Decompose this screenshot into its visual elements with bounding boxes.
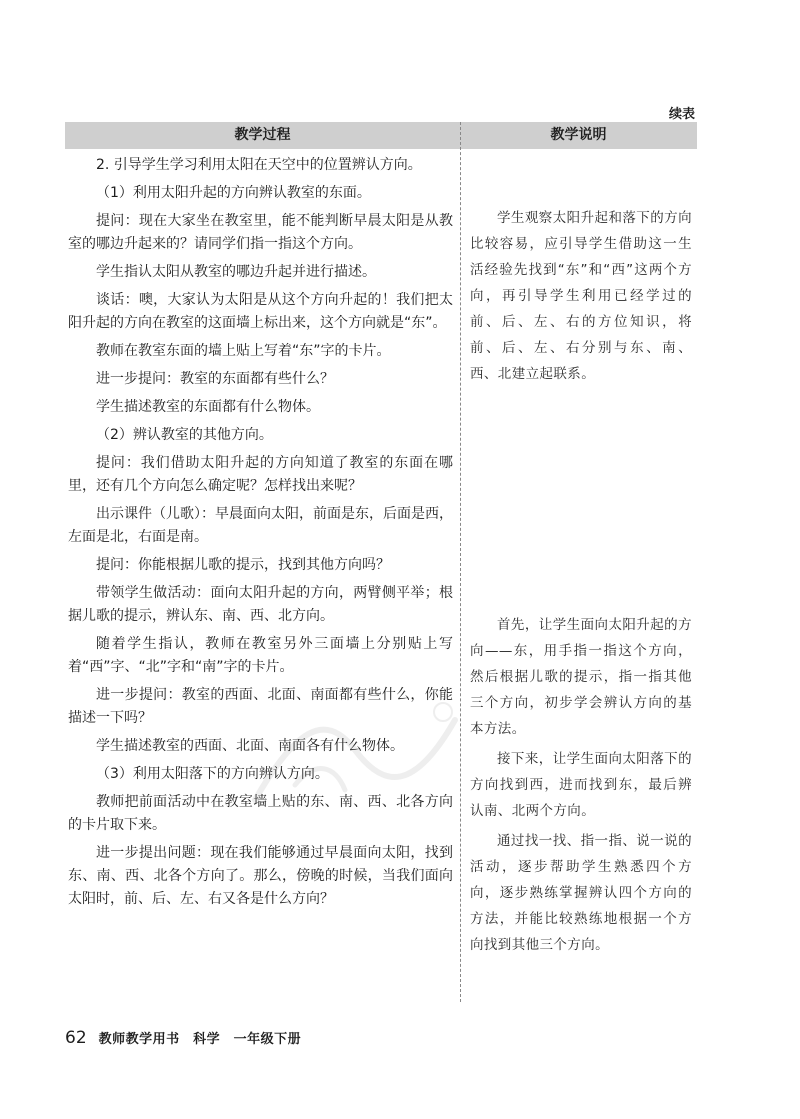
book-title: 教师教学用书 科学 一年级下册 xyxy=(98,1032,302,1047)
process-paragraph: 随着学生指认，教师在教室另外三面墙上分别贴上写着“西”字、“北”字和“南”字的卡片。 xyxy=(68,636,453,675)
process-paragraph: 进一步提问：教室的西面、北面、南面都有些什么，你能描述一下吗？ xyxy=(68,687,453,726)
table-header xyxy=(65,122,697,149)
teaching-notes-block-1 xyxy=(470,205,692,391)
continued-label: 续表 xyxy=(668,107,695,122)
teaching-notes-block-2 xyxy=(470,612,692,962)
process-paragraph: 谈话：噢，大家认为太阳是从这个方向升起的！我们把太阳升起的方向在教室的这面墙上标出来，这个方向就是“东”。 xyxy=(68,292,453,331)
process-paragraph: 学生指认太阳从教室的哪边升起并进行描述。 xyxy=(96,264,376,280)
note-paragraph: 学生观察太阳升起和落下的方向比较容易，应引导学生借助这一生活经验先找到“东”和“西”这两个方向，再引导学生利用已经学过的前、后、左、右的方位知识，将前、后、左、右分别与东、南、西、北建立起联系。 xyxy=(470,210,692,382)
process-paragraph: （1）利用太阳升起的方向辨认教室的东面。 xyxy=(96,185,371,201)
process-paragraph: 进一步提问：教室的东面都有些什么？ xyxy=(96,371,334,387)
note-paragraph: 通过找一找、指一指、说一说的活动，逐步帮助学生熟悉四个方向，逐步熟练掌握辨认四个方向的方法，并能比较熟练地根据一个方向找到其他三个方向。 xyxy=(470,833,692,953)
process-paragraph: 学生描述教室的东面都有什么物体。 xyxy=(96,399,320,415)
page-number: 62 xyxy=(65,1028,87,1048)
note-paragraph: 接下来，让学生面向太阳落下的方向找到西，进而找到东，最后辨认南、北两个方向。 xyxy=(470,751,692,819)
process-paragraph: 提问：我们借助太阳升起的方向知道了教室的东面在哪里，还有几个方向怎么确定呢？怎样找出来呢？ xyxy=(68,455,453,494)
process-paragraph: 学生描述教室的西面、北面、南面各有什么物体。 xyxy=(96,738,404,754)
column-divider xyxy=(460,122,461,1002)
process-paragraph: （2）辨认教室的其他方向。 xyxy=(96,427,273,443)
process-paragraph: 出示课件（儿歌）：早晨面向太阳，前面是东，后面是西，左面是北，右面是南。 xyxy=(68,506,453,545)
note-paragraph: 首先，让学生面向太阳升起的方向——东，用手指一指这个方向，然后根据儿歌的提示，指一指其他三个方向，初步学会辨认方向的基本方法。 xyxy=(470,617,692,737)
process-paragraph: 带领学生做活动：面向太阳升起的方向，两臂侧平举；根据儿歌的提示，辨认东、南、西、北方向。 xyxy=(68,585,453,624)
header-teaching-process: 教学过程 xyxy=(234,127,291,143)
process-paragraph: 教师把前面活动中在教室墙上贴的东、南、西、北各方向的卡片取下来。 xyxy=(68,794,453,833)
process-paragraph: 进一步提出问题：现在我们能够通过早晨面向太阳，找到东、南、西、北各个方向了。那么，傍晚的时候，当我们面向太阳时，前、后、左、右又各是什么方向？ xyxy=(68,845,453,907)
process-paragraph: 2. 引导学生学习利用太阳在天空中的位置辨认方向。 xyxy=(96,157,422,173)
teaching-process-column xyxy=(68,154,453,916)
header-teaching-notes: 教学说明 xyxy=(550,127,607,143)
page-footer xyxy=(65,1028,301,1052)
process-paragraph: 教师在教室东面的墙上贴上写着“东”字的卡片。 xyxy=(96,343,391,359)
process-paragraph: 提问：现在大家坐在教室里，能不能判断早晨太阳是从教室的哪边升起来的？请同学们指一指这个方向。 xyxy=(68,213,453,252)
process-paragraph: 提问：你能根据儿歌的提示，找到其他方向吗？ xyxy=(96,557,390,573)
process-paragraph: （3）利用太阳落下的方向辨认方向。 xyxy=(96,766,329,782)
